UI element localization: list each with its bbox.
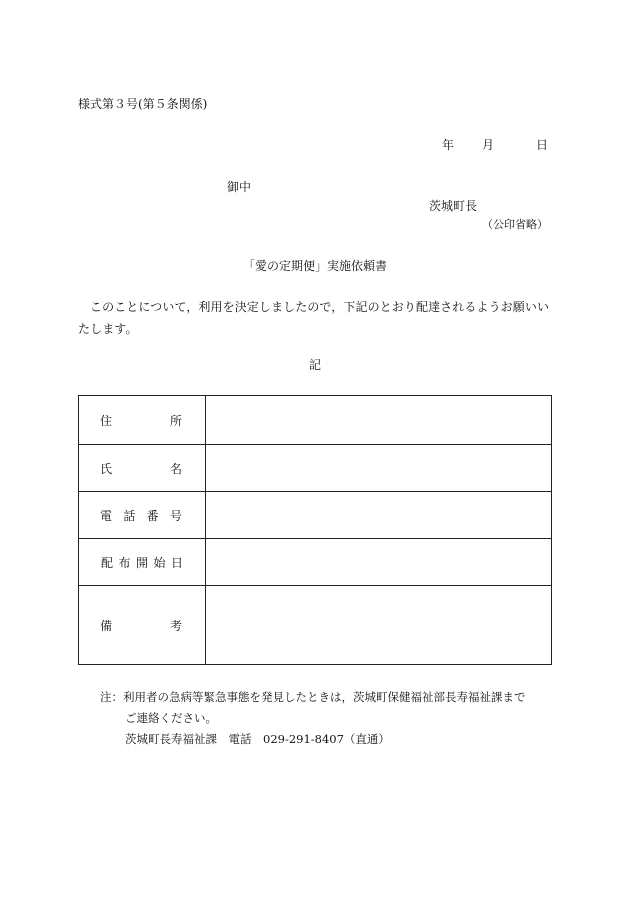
name-label-cell xyxy=(79,445,206,492)
footnote-line-2: ご連絡ください。 xyxy=(125,711,217,725)
table-row xyxy=(79,492,552,539)
sender-name: 茨城町長 xyxy=(428,199,477,213)
date-line xyxy=(0,139,548,151)
label-char: 住 xyxy=(100,413,113,428)
start-date-value-cell[interactable] xyxy=(206,539,552,586)
request-form-table xyxy=(78,395,552,665)
label-char: 布 xyxy=(118,555,131,570)
label-char: 氏 xyxy=(100,461,113,476)
phone-value-cell[interactable] xyxy=(206,492,552,539)
seal-note: （公印省略） xyxy=(482,218,548,231)
label-char: 号 xyxy=(169,508,182,523)
label-char: 始 xyxy=(153,555,166,570)
label-char: 考 xyxy=(169,618,182,633)
label-char: 電 xyxy=(100,508,113,523)
phone-label-cell xyxy=(79,492,206,539)
addressee-suffix: 御中 xyxy=(227,180,252,194)
table-row xyxy=(79,445,552,492)
remarks-label-cell xyxy=(79,586,206,665)
table-row xyxy=(79,396,552,445)
footnote xyxy=(100,687,526,750)
name-value-cell[interactable] xyxy=(206,445,552,492)
footnote-contact: 茨城町長寿福祉課 電話 029-291-8407（直通） xyxy=(125,732,390,746)
document-title: 「愛の定期便」実施依頼書 xyxy=(242,259,387,273)
ki-heading: 記 xyxy=(308,358,321,372)
body-paragraph: このことについて，利用を決定しましたので，下記のとおり配達されるようお願いいたします。 xyxy=(78,300,550,336)
date-month-label: 月 xyxy=(481,138,494,152)
label-char: 名 xyxy=(169,461,182,476)
address-label-cell xyxy=(79,396,206,445)
label-char: 配 xyxy=(101,555,114,570)
label-char: 開 xyxy=(135,555,148,570)
date-year-label: 年 xyxy=(441,138,454,152)
table-row xyxy=(79,586,552,665)
label-char: 所 xyxy=(169,413,182,428)
label-char: 備 xyxy=(100,618,113,633)
table-row xyxy=(79,539,552,586)
date-day-label: 日 xyxy=(535,138,548,152)
address-value-cell[interactable] xyxy=(206,396,552,445)
label-char: 日 xyxy=(170,555,183,570)
label-char: 番 xyxy=(146,508,159,523)
form-number: 様式第３号(第５条関係) xyxy=(78,97,208,111)
start-date-label-cell xyxy=(79,539,206,586)
label-char: 話 xyxy=(123,508,136,523)
footnote-line-1: 注：利用者の急病等緊急事態を発見したときは，茨城町保健福祉部長寿福祉課まで xyxy=(100,690,526,704)
remarks-value-cell[interactable] xyxy=(206,586,552,665)
